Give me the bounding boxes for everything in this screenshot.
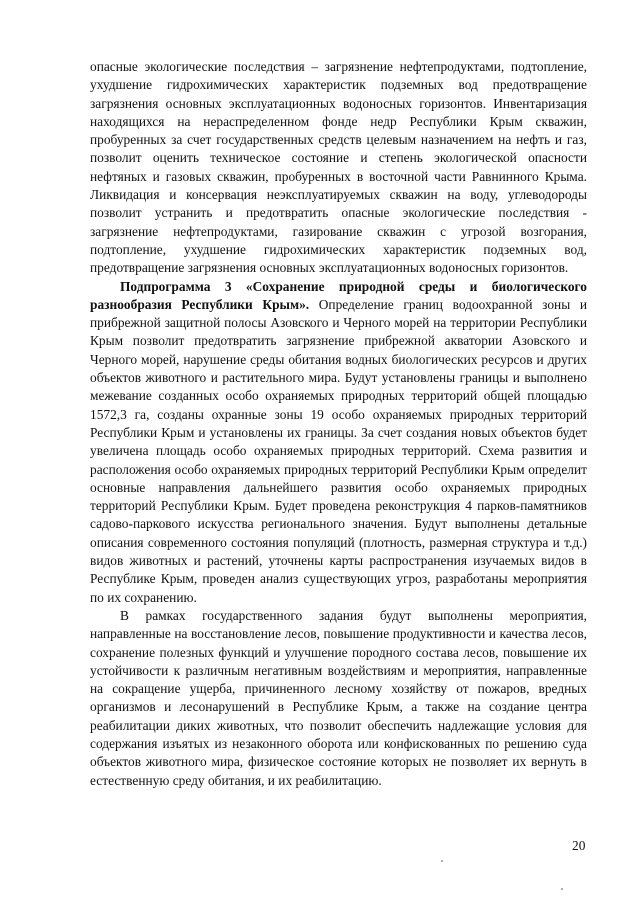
subprogram-heading: Подпрограмма 3 «Сохранение природной среды и биологического разнообразия Республики Крым». [90,278,587,312]
paragraph-text: Определение границ водоохранной зоны и прибрежной защитной полосы Азовского и Черного морей на территории Республики Крым позволит предотвратить загрязнение прибрежной акватории Азовского и Черного морей, нарушение среды обитания водных биологических ресурсов и других объектов животного и растительного мира. Будут установлены границы и выполнено межевание созданных особо охраняемых природных территорий общей площадью 1572,3 га, созданы охранные зоны 19 особо охраняемых природных территорий Республики Крым и установлены их границы. За счет создания новых объектов будет увеличена площадь особо охраняемых природных территорий. Схема развития и расположения особо охраняемых природных территорий Республики Крым определит основные направления дальнейшего развития особо охраняемых природных территорий Республики Крым. Будет проведена реконструкция 4 парков-памятников садово-паркового искусства регионального значения. Будут выполнены детальные описания современного состояния популяций (плотность, размерная структура и т.д.) видов животных и растений, уточнены карты распространения изучаемых видов в Республике Крым, проведен анализ существующих угроз, разработаны мероприятия по их сохранению. [90,296,587,605]
paragraph-text: опасные экологические последствия – загрязнение нефтепродуктами, подтопление, ухудшение гидрохимических характеристик подземных вод предотвращение загрязнения основных эксплуатационных водоносных горизонтов. Инвентаризация находящихся на нераспределенном фонде недр Республики Крым скважин, пробуренных за счет государственных средств целевым назначением на нефть и газ, позволит оценить техническое состояние и степень экологической опасности нефтяных и газовых скважин, пробуренных в восточной части Равнинного Крыма. Ликвидация и консервация неэксплуатируемых скважин на воду, углеводороды позволит устранить и предотвратить опасные экологические последствия - загрязнение нефтепродуктами, газирование скважин с угрозой возгорания, подтопление, ухудшение гидрохимических характеристик подземных вод, предотвращение загрязнения основных эксплуатационных водоносных горизонтов. [90,59,587,276]
scan-speck [561,888,563,890]
paragraph-scheme-continuation [90,58,587,278]
scan-speck [441,860,443,862]
paragraph-forestry [90,607,587,790]
paragraph-subprogram-3 [90,278,587,607]
document-body [90,58,587,790]
page-number: 20 [572,838,586,853]
paragraph-text: В рамках государственного задания будут выполнены мероприятия, направленные на восстановление лесов, повышение продуктивности и качества лесов, сохранение полезных функций и улучшение породного состава лесов, повышение их устойчивости к различным негативным воздействиям и мероприятия, направленные на сокращение ущерба, причиненного лесному хозяйству от пожаров, вредных организмов и лесонарушений в Республике Крым, а также на создание центра реабилитации диких животных, что позволит обеспечить надлежащие условия для содержания изъятых из незаконного оборота или конфискованных по решению суда объектов животного мира, физическое состояние которых не позволяет их вернуть в естественную среду обитания, и их реабилитацию. [90,607,587,788]
